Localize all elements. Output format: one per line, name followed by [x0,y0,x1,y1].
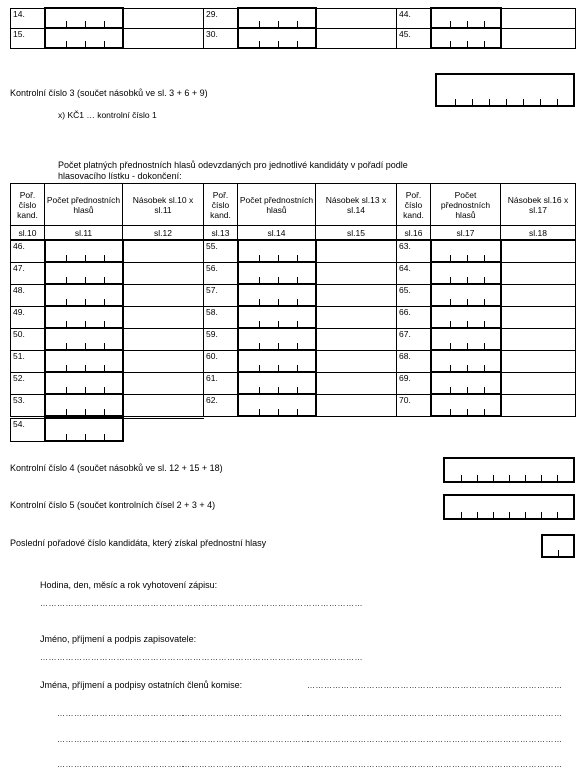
row-number: 68. [397,350,431,372]
input-cell[interactable] [45,8,123,28]
posledni-label: Poslední pořadové číslo kandidáta, který získal přednostní hlasy [10,538,267,548]
input-cell[interactable] [45,372,123,394]
row-number: 56. [204,262,238,284]
input-cell[interactable] [238,262,316,284]
row-number: 48. [11,284,45,306]
row-number: 70. [397,394,431,416]
row-number: 64. [397,262,431,284]
row-number: 61. [204,372,238,394]
multiple-cell[interactable] [123,284,204,306]
input-cell[interactable] [431,262,501,284]
input-cell[interactable] [238,284,316,306]
row-number: 65. [397,284,431,306]
row-number: 45. [397,28,431,48]
multiple-cell[interactable] [501,28,576,48]
table-row [11,350,576,372]
header-pocet: Počet přednostních hlasů [238,184,316,226]
multiple-cell[interactable] [316,394,397,416]
col-label: sl.17 [431,226,501,240]
sign-dots[interactable]: ……………………………………… [182,735,310,744]
kc3-input[interactable] [435,73,575,107]
last-row-table [10,417,204,442]
header-por: Poř. číslo kand. [11,184,45,226]
row-number: 55. [204,240,238,262]
header-nasobek: Násobek sl.10 x sl.11 [123,184,204,226]
multiple-cell[interactable] [501,262,576,284]
input-cell[interactable] [238,372,316,394]
col-label: sl.15 [316,226,397,240]
input-cell[interactable] [431,8,501,28]
multiple-cell[interactable] [501,284,576,306]
footnote: x) KČ1 … kontrolní číslo 1 [58,110,157,120]
row-number: 57. [204,284,238,306]
jmena-label: Jména, příjmení a podpisy ostatních členů komise: [40,680,243,690]
multiple-cell[interactable] [501,372,576,394]
sign-dots[interactable]: ……………………………………… [435,735,563,744]
row-number: 15. [11,28,45,48]
input-cell[interactable] [45,394,123,416]
col-label: sl.13 [204,226,238,240]
candidates-table [10,239,576,417]
col-label: sl.14 [238,226,316,240]
input-cell[interactable] [238,8,316,28]
input-cell[interactable] [238,28,316,48]
multiple-cell[interactable] [123,240,204,262]
row-number: 63. [397,240,431,262]
input-cell[interactable] [238,328,316,350]
sign-dots[interactable]: ……………………………………… [435,681,563,690]
table-row [11,418,204,441]
multiple-cell[interactable] [501,328,576,350]
row-number: 14. [11,8,45,28]
table-row [11,306,576,328]
input-cell[interactable] [238,240,316,262]
multiple-cell[interactable] [501,240,576,262]
sign-dots[interactable]: ……………………………………… [57,709,185,718]
section-title-1: Počet platných přednostních hlasů odevzdaných pro jednotlivé kandidáty v pořadí podle [58,160,408,170]
multiple-cell[interactable] [316,372,397,394]
multiple-cell[interactable] [123,28,204,48]
multiple-cell[interactable] [501,306,576,328]
multiple-cell[interactable] [316,240,397,262]
sign-dots[interactable]: ……………………………………… [307,709,435,718]
row-number: 66. [397,306,431,328]
hodina-dots[interactable]: …………………………………………………………………………………………………… [40,599,363,608]
multiple-cell[interactable] [316,350,397,372]
table-row [11,394,576,416]
header-row [11,184,576,226]
table-row [11,240,576,262]
input-cell[interactable] [431,240,501,262]
multiple-cell[interactable] [316,328,397,350]
row-number: 62. [204,394,238,416]
header-por: Poř. číslo kand. [204,184,238,226]
row-number: 29. [204,8,238,28]
kc5-label: Kontrolní číslo 5 (součet kontrolních čísel 2 + 3 + 4) [10,500,216,510]
input-cell[interactable] [431,350,501,372]
col-label: sl.10 [11,226,45,240]
posledni-input[interactable] [541,534,575,558]
row-number: 69. [397,372,431,394]
table-row [11,28,576,48]
candidates-header-table [10,183,576,240]
sign-dots[interactable]: ……………………………………… [435,760,563,769]
input-cell[interactable] [45,350,123,372]
multiple-cell[interactable] [316,284,397,306]
table-row [11,372,576,394]
row-number: 59. [204,328,238,350]
multiple-cell[interactable] [123,306,204,328]
sign-dots[interactable]: ……………………………………… [182,760,310,769]
multiple-cell[interactable] [316,28,397,48]
multiple-cell[interactable] [123,328,204,350]
kc5-input[interactable] [443,494,575,520]
section-title-2: hlasovacího lístku - dokončení: [58,171,182,181]
input-cell[interactable] [431,328,501,350]
sign-dots[interactable]: ……………………………………… [57,760,185,769]
input-cell[interactable] [431,306,501,328]
kc4-label: Kontrolní číslo 4 (součet násobků ve sl. 12 + 15 + 18) [10,463,223,473]
input-cell[interactable] [238,306,316,328]
col-label: sl.18 [501,226,576,240]
row-number: 44. [397,8,431,28]
col-label: sl.11 [45,226,123,240]
sign-dots[interactable]: ……………………………………… [307,735,435,744]
row-number: 46. [11,240,45,262]
multiple-cell[interactable] [501,394,576,416]
multiple-cell[interactable] [123,350,204,372]
row-number: 52. [11,372,45,394]
input-cell[interactable] [45,328,123,350]
hodina-label: Hodina, den, měsíc a rok vyhotovení zápisu: [40,580,218,590]
input-cell[interactable] [45,262,123,284]
row-number: 54. [11,418,45,441]
table-row [11,284,576,306]
table-row [11,262,576,284]
row-number: 60. [204,350,238,372]
header-nasobek: Násobek sl.13 x sl.14 [316,184,397,226]
multiple-cell[interactable] [123,372,204,394]
input-cell[interactable] [431,372,501,394]
kc3-label: Kontrolní číslo 3 (součet násobků ve sl. 3 + 6 + 9) [10,88,208,98]
input-cell[interactable] [45,418,123,441]
multiple-cell[interactable] [123,262,204,284]
row-number: 67. [397,328,431,350]
table-row [11,328,576,350]
multiple-cell[interactable] [501,8,576,28]
kc4-input[interactable] [443,457,575,483]
multiple-cell[interactable] [316,306,397,328]
row-number: 51. [11,350,45,372]
row-number: 30. [204,28,238,48]
input-cell[interactable] [431,28,501,48]
row-number: 50. [11,328,45,350]
col-label: sl.16 [397,226,431,240]
header-nasobek: Násobek sl.16 x sl.17 [501,184,576,226]
input-cell[interactable] [45,306,123,328]
multiple-cell[interactable] [316,262,397,284]
multiple-cell[interactable] [501,350,576,372]
sign-dots[interactable]: ……………………………………… [57,735,185,744]
top-table [10,7,576,49]
input-cell[interactable] [431,284,501,306]
header-por: Poř. číslo kand. [397,184,431,226]
multiple-cell[interactable] [316,8,397,28]
header-pocet: Počet přednostních hlasů [45,184,123,226]
row-number: 58. [204,306,238,328]
col-label: sl.12 [123,226,204,240]
input-cell[interactable] [45,28,123,48]
input-cell[interactable] [238,350,316,372]
jmeno-dots[interactable]: …………………………………………………………………………………………………… [40,653,363,662]
header-pocet: Počet přednostních hlasů [431,184,501,226]
input-cell[interactable] [45,240,123,262]
sign-dots[interactable]: ……………………………………… [307,760,435,769]
input-cell[interactable] [45,284,123,306]
row-number: 53. [11,394,45,416]
column-label-row [11,226,576,240]
jmeno-label: Jméno, příjmení a podpis zapisovatele: [40,634,197,644]
sign-dots[interactable]: ……………………………………… [182,709,310,718]
input-cell[interactable] [431,394,501,416]
sign-dots[interactable]: ……………………………………… [307,681,435,690]
row-number: 47. [11,262,45,284]
multiple-cell[interactable] [123,394,204,416]
row-number: 49. [11,306,45,328]
table-row [11,8,576,28]
multiple-cell[interactable] [123,8,204,28]
input-cell[interactable] [238,394,316,416]
sign-dots[interactable]: ……………………………………… [435,709,563,718]
